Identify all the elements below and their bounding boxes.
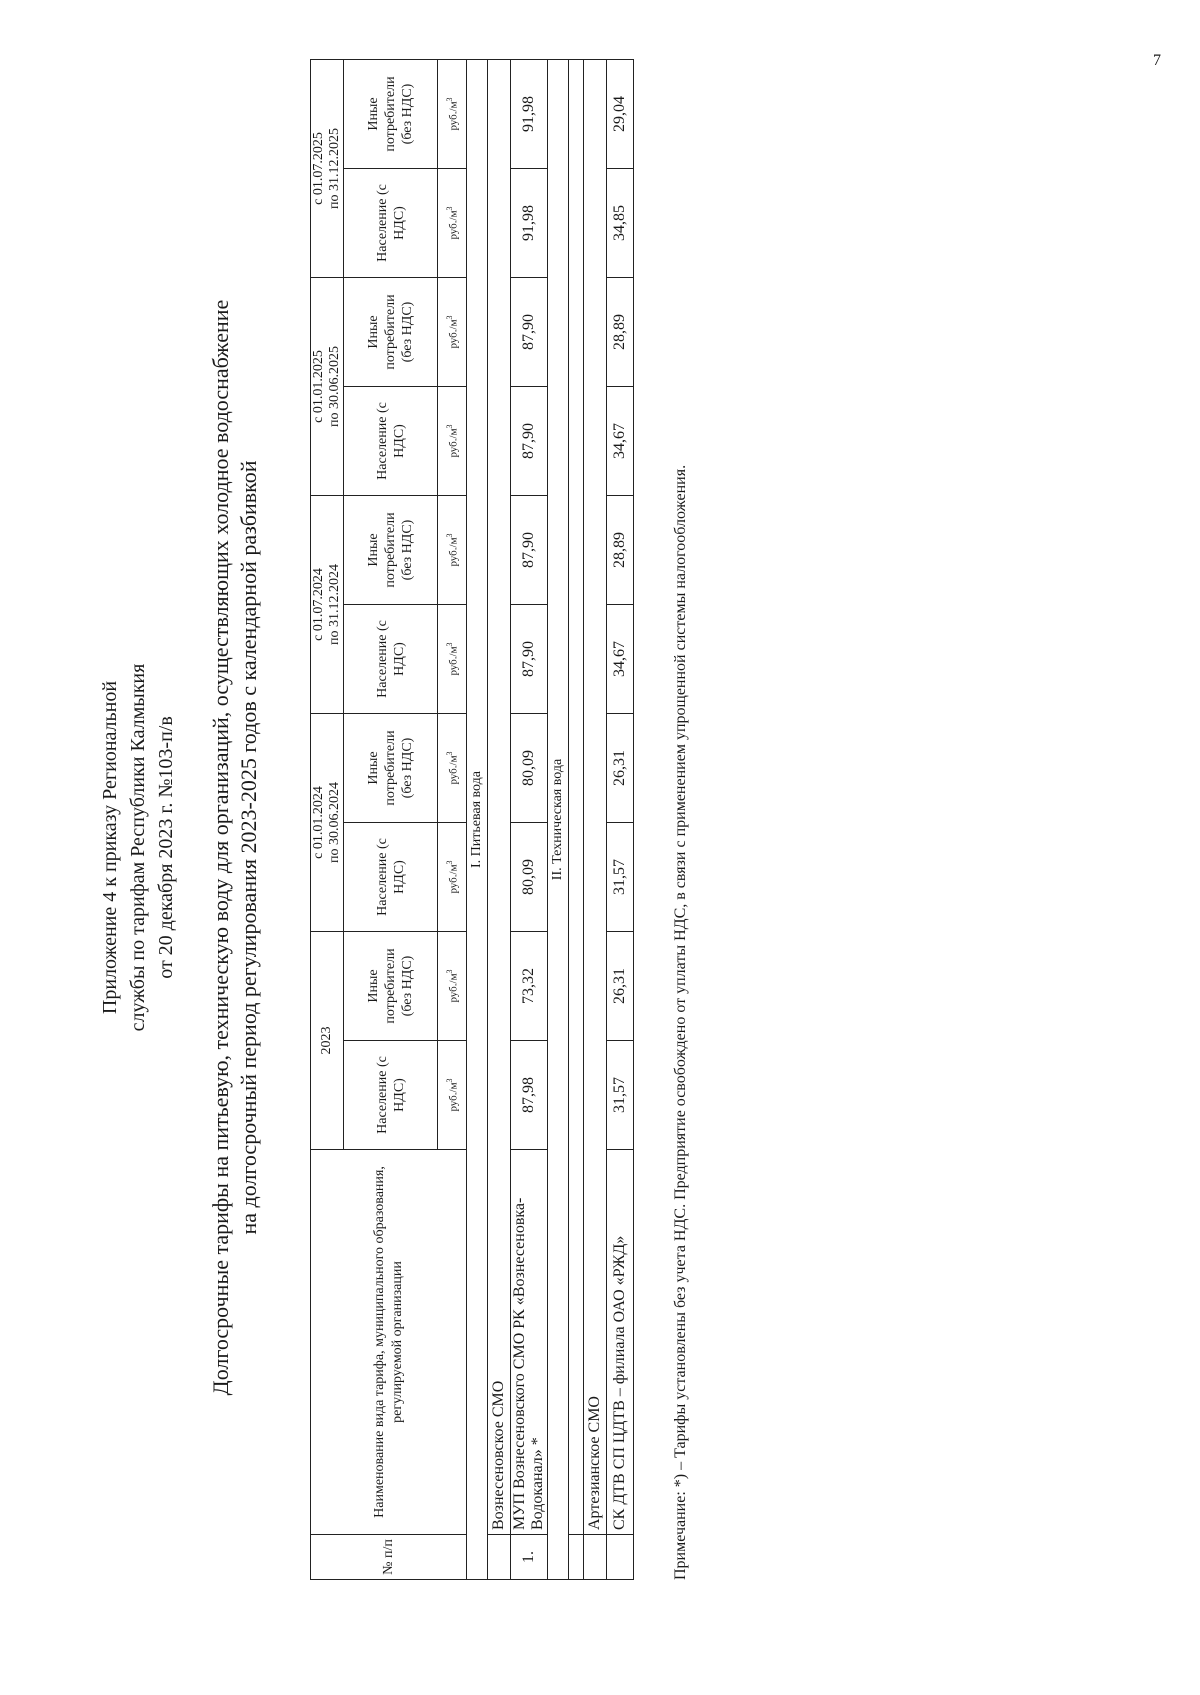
table-row	[607, 60, 634, 1580]
tariff-value: 87,90	[511, 387, 548, 496]
period-header: с 01.07.2025 по 31.12.2025	[311, 60, 344, 278]
document-title	[207, 0, 263, 1695]
table-row	[511, 60, 548, 1580]
tariff-value: 31,57	[607, 823, 634, 932]
population-header: Население (с НДС)	[344, 387, 438, 496]
unit-cell: $руб./м^3$	[438, 1041, 467, 1150]
period-header: с 01.01.2025 по 30.06.2025	[311, 278, 344, 496]
municipality-name: Вознесеновское СМО	[488, 60, 511, 1535]
appendix-header	[96, 0, 180, 1695]
appendix-line-1: Приложение 4 к приказу Региональной	[99, 680, 121, 1015]
unit-cell: $руб./м^3$	[438, 496, 467, 605]
unit-cell: $руб./м^3$	[438, 932, 467, 1041]
period-header: с 01.01.2024 по 30.06.2024	[311, 714, 344, 932]
tariff-value: 87,90	[511, 278, 548, 387]
page-number: 7	[1153, 52, 1161, 69]
empty-cell	[488, 1535, 511, 1580]
organization-name: СК ДТВ СП ЦДТВ – филиала ОАО «РЖД»	[607, 1150, 634, 1535]
municipality-name: Артезианское СМО	[584, 60, 607, 1535]
population-header: Население (с НДС)	[344, 169, 438, 278]
title-line-1: Долгосрочные тарифы на питьевую, техническую воду для организаций, осуществляющих холодное водоснабжение	[208, 299, 233, 1396]
row-number: 1.	[511, 1535, 548, 1580]
others-header: Иные потребители (без НДС)	[344, 714, 438, 823]
tariff-table	[310, 59, 634, 1580]
tariff-value: 87,98	[511, 1041, 548, 1150]
unit-cell: $руб./м^3$	[438, 169, 467, 278]
unit-cell: $руб./м^3$	[438, 823, 467, 932]
tariff-value: 80,09	[511, 714, 548, 823]
tariff-value: 26,31	[607, 932, 634, 1041]
header-number: № п/п	[311, 1535, 467, 1580]
row-number	[607, 1535, 634, 1580]
unit-cell: $руб./м^3$	[438, 605, 467, 714]
empty-cell	[584, 1535, 607, 1580]
unit-cell: $руб./м^3$	[438, 60, 467, 169]
population-header: Население (с НДС)	[344, 823, 438, 932]
population-header: Население (с НДС)	[344, 1041, 438, 1150]
tariff-value: 29,04	[607, 60, 634, 169]
organization-name: МУП Вознесеновского СМО РК «Вознесеновка-Водоканал» *	[511, 1150, 548, 1535]
others-header: Иные потребители (без НДС)	[344, 496, 438, 605]
section-title: II. Техническая вода	[548, 60, 569, 1580]
tariff-value: 87,90	[511, 605, 548, 714]
others-header: Иные потребители (без НДС)	[344, 278, 438, 387]
tariff-value: 87,90	[511, 496, 548, 605]
period-header: 2023	[311, 932, 344, 1150]
appendix-line-3: от 20 декабря 2023 г. №103-п/в	[155, 716, 177, 979]
others-header: Иные потребители (без НДС)	[344, 60, 438, 169]
tariff-value: 34,67	[607, 387, 634, 496]
tariff-value: 31,57	[607, 1041, 634, 1150]
tariff-value: 91,98	[511, 169, 548, 278]
population-header: Население (с НДС)	[344, 605, 438, 714]
others-header: Иные потребители (без НДС)	[344, 932, 438, 1041]
tariff-value: 91,98	[511, 60, 548, 169]
tariff-value: 28,89	[607, 278, 634, 387]
tariff-value: 80,09	[511, 823, 548, 932]
title-line-2: на долгосрочный период регулирования 2023-2025 годов с календарной разбивкой	[236, 460, 261, 1235]
tariff-value: 34,85	[607, 169, 634, 278]
period-header: с 01.07.2024 по 31.12.2024	[311, 496, 344, 714]
tariff-value: 26,31	[607, 714, 634, 823]
empty-cell	[569, 1535, 584, 1580]
section-title: I. Питьевая вода	[467, 60, 488, 1580]
unit-cell: $руб./м^3$	[438, 387, 467, 496]
empty-cell	[569, 60, 584, 1535]
header-name: Наименование вида тарифа, муниципального образования, регулируемой организации	[311, 1150, 467, 1535]
tariff-value: 28,89	[607, 496, 634, 605]
footnote: Примечание: *) – Тарифы установлены без учета НДС. Предприятие освобождено от уплаты НДС, в связи с применением упрощенной системы налогообложения.	[672, 464, 689, 1580]
unit-cell: $руб./м^3$	[438, 278, 467, 387]
unit-cell: $руб./м^3$	[438, 714, 467, 823]
appendix-line-2: службы по тарифам Республики Калмыкия	[127, 663, 149, 1032]
tariff-value: 34,67	[607, 605, 634, 714]
tariff-value: 73,32	[511, 932, 548, 1041]
